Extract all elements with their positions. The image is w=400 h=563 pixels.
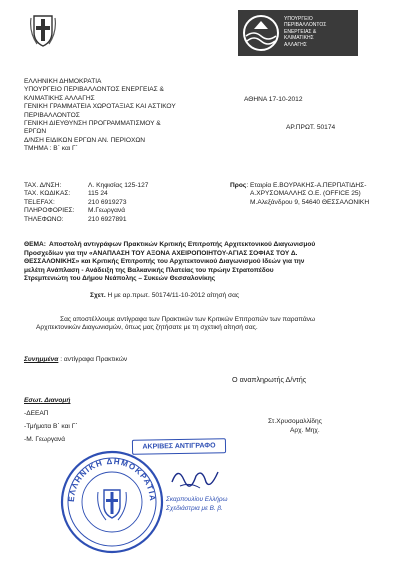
- contact-value: 210 6919273: [88, 198, 127, 206]
- subject-line: Αποστολή αντιγράφων Πρακτικών Κριτικής Επιτροπής Αρχιτεκτονικού Διαγωνισμού: [48, 241, 316, 248]
- signoff: Ο αναπληρωτής Δ/ντής: [232, 375, 307, 384]
- signatory-name: Στ.Χρυσομαλλίδης: [268, 418, 322, 425]
- recipient-line: : Εταιρία Ε.ΒΟΥΡΑΚΗΣ-Α.ΠΕΡΠΑΤΙΔΗΣ-: [246, 182, 367, 189]
- certified-copy-stamp: ΑΚΡΙΒΕΣ ΑΝΤΙΓΡΑΦΟ: [132, 438, 226, 455]
- ministry-logo-line: ΕΝΕΡΓΕΙΑΣ &: [284, 28, 317, 35]
- body-text: [36, 316, 316, 333]
- contact-value: 210 6927891: [88, 215, 127, 223]
- sender-line: ΕΡΓΩΝ: [24, 128, 47, 136]
- reference-label: Σχετ.: [90, 292, 106, 299]
- subject-block: [24, 241, 380, 284]
- subject-label: ΘΕΜΑ:: [24, 241, 46, 248]
- ministry-logo-line: ΠΕΡΙΒΑΛΛΟΝΤΟΣ: [284, 22, 327, 29]
- ministry-logo: [238, 10, 358, 56]
- contact-row: [24, 190, 148, 198]
- contact-details: [24, 182, 148, 224]
- signatory-title: Αρχ. Μηχ.: [290, 427, 320, 434]
- recipient-label: Προς: [230, 182, 247, 189]
- round-official-seal: [58, 448, 166, 556]
- sender-line: ΠΕΡΙΒΑΛΛΟΝΤΟΣ: [24, 111, 80, 119]
- contact-row: [24, 207, 148, 215]
- sender-line: ΚΛΙΜΑΤΙΚΗΣ ΑΛΛΑΓΗΣ: [24, 94, 95, 102]
- contact-value: Λ. Κηφισίας 125-127: [88, 182, 149, 189]
- subject-line: Στρεμπενιώτη του Δήμου Νεάπολης – Συκεών Θεσσαλονίκης: [24, 275, 216, 283]
- contact-label: ΤΑΧ. Δ/ΝΣΗ:: [24, 182, 62, 189]
- distribution-item: -ΔΕΕΑΠ: [24, 410, 49, 417]
- sender-line: ΓΕΝΙΚΗ ΓΡΑΜΜΑΤΕΙΑ ΧΩΡΟΤΑΞΙΑΣ ΚΑΙ ΑΣΤΙΚΟΥ: [24, 103, 176, 111]
- body-line: Αρχιτεκτονικών Διαγωνισμών, όπως μας ζητήσατε με τη σχετική αίτησή σας.: [36, 324, 258, 332]
- sender-line: ΥΠΟΥΡΓΕΙΟ ΠΕΡΙΒΑΛΛΟΝΤΟΣ ΕΝΕΡΓΕΙΑΣ &: [24, 86, 164, 94]
- attachments-label: Συνημμένα: [24, 356, 59, 363]
- ministry-logo-line: ΚΛΙΜΑΤΙΚΗΣ: [284, 35, 314, 42]
- contact-label: ΠΛΗΡΟΦΟΡΙΕΣ:: [24, 207, 75, 215]
- signer-stamp-line: Σκαρπουλίου Ελλήρω: [166, 496, 228, 503]
- recipient-line: Α.ΧΡΥΣΟΜΑΛΛΗΣ Ο.Ε. (OFFICE 25): [250, 190, 361, 198]
- distribution-item: -Τμήματα Β΄ και Γ΄: [24, 423, 78, 430]
- reference-line: [90, 292, 239, 300]
- sender-line: Δ/ΝΣΗ ΕΙΔΙΚΩΝ ΕΡΓΩΝ ΑΝ. ΠΕΡΙΟΧΩΝ: [24, 136, 146, 144]
- contact-label: TELEFAX:: [24, 198, 55, 206]
- attachments-text: : αντίγραφα Πρακτικών: [60, 356, 128, 363]
- sender-line: ΕΛΛΗΝΙΚΗ ΔΗΜΟΚΡΑΤΙΑ: [24, 78, 102, 85]
- protocol-number: ΑΡ.ΠΡΩΤ. 50174: [286, 124, 336, 131]
- internal-distribution: [24, 394, 78, 446]
- distribution-item: -Μ. Γεωργανά: [24, 436, 66, 443]
- subject-line: Προσχεδίων για την «ΑΝΑΠΛΑΣΗ ΤΟΥ ΑΞΟΝΑ ΑΧΕΙΡΟΠΟΙΗΤΟΥ-ΑΓΙΑΣ ΣΟΦΙΑΣ ΤΟΥ Δ.: [24, 249, 298, 257]
- contact-label: ΤΑΧ. ΚΩΔΙΚΑΣ:: [24, 190, 71, 198]
- ministry-logo-line: ΑΛΛΑΓΗΣ: [284, 41, 307, 48]
- reference-text: Η με αρ.πρωτ. 50174/11-10-2012 αίτησή σας: [107, 292, 240, 299]
- subject-line: ΘΕΣΣΑΛΟΝΙΚΗΣ» και Κριτικής Επιτροπής του Αρχιτεκτονικού Διαγωνισμού Ιδεών για την: [24, 258, 305, 266]
- sender-block: [24, 78, 176, 154]
- greek-coat-of-arms-emblem: [30, 12, 56, 48]
- contact-value: 115 24: [88, 190, 108, 198]
- round-seal-text: ΕΛΛΗΝΙΚΗ ΔΗΜΟΚΡΑΤΙΑ: [66, 456, 158, 503]
- contact-row: [24, 182, 148, 190]
- ministry-logo-globe-icon: [242, 14, 280, 52]
- attachments-line: [24, 356, 127, 364]
- signer-stamp: [166, 495, 228, 513]
- ministry-logo-line: ΥΠΟΥΡΓΕΙΟ: [284, 16, 313, 22]
- recipient-block: [230, 182, 369, 207]
- body-line: Σας αποστέλλουμε αντίγραφα των Πρακτικών των Κριτικών Επιτροπών των παραπάνω: [60, 316, 316, 323]
- contact-row: [24, 199, 148, 207]
- distribution-label: Εσωτ. Διανομή: [24, 397, 71, 404]
- sender-line: ΤΜΗΜΑ : Β΄ και Γ΄: [24, 145, 78, 153]
- recipient-line: Μ.Αλεξάνδρου 9, 54640 ΘΕΣΣΑΛΟΝΙΚΗ: [250, 198, 370, 206]
- contact-row: [24, 216, 148, 224]
- contact-label: ΤΗΛΕΦΩΝΟ:: [24, 215, 64, 223]
- ministry-logo-text: [284, 16, 326, 48]
- sender-line: ΓΕΝΙΚΗ ΔΙΕΥΘΥΝΣΗ ΠΡΟΓΡΑΜΜΑΤΙΣΜΟΥ &: [24, 120, 161, 128]
- subject-line: μελέτη Ανάπλαση - Ανάδειξη της Βαλκανικής Πλατείας του πρώην Στρατοπέδου: [24, 266, 274, 274]
- signer-stamp-line: Σχεδιάστρια με Β. β.: [166, 505, 223, 512]
- place-date: ΑΘΗΝΑ 17-10-2012: [244, 96, 303, 103]
- contact-value: Μ.Γεωργανά: [88, 207, 126, 215]
- handwritten-signature: [166, 462, 226, 494]
